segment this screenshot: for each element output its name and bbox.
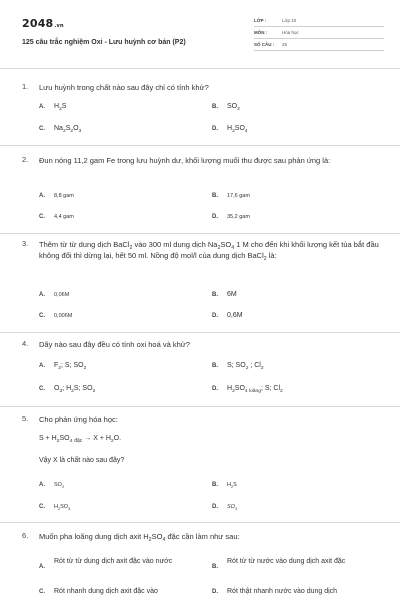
question-4: 4. Dãy nào sau đây đều có tính oxi hoá và khử? A. $F_2$; S; $SO_2$ B. S; $SO_2$ ; $Cl_2$ C. $O_3$; $H_2S$; $SO_2$ D. $H_2SO_{4 loãng}$; S; $Cl_2$ xyxy=(22,339,283,394)
document-header xyxy=(22,14,382,64)
question-3: 3. Thêm từ từ dung dịch BaCl$_2$ vào 300 ml dung dịch $Na_2SO_4$ 1 M cho đến khi khối lượng kết tủa bắt đầu không đổi thì dừng lại, hết 50 ml. Nồng độ mol/l của dung dịch BaCl$_2$ là: A. 0,06M B. 6M C. 0,006M D. 0,6M xyxy=(22,239,379,319)
question-6: 6. Muốn pha loãng dung dịch axit $H_2SO_4$ đặc cần làm như sau: A. Rót từ từ dung dịch axit đặc vào nước B. Rót từ từ nước vào dung dịch axit đặc C. Rót nhanh dung dịch axit đặc vào D. Rót thật nhanh nước vào dung dịch xyxy=(22,531,346,595)
meta-row-count: SỐ CÂU : 25 xyxy=(254,40,384,51)
question-1: 1. Lưu huỳnh trong chất nào sau đây chỉ có tính khử? A. $H_2S$ B. $SO_2$ C. $Na_2S_2O_3$ D. $H_2SO_4$ xyxy=(22,82,248,134)
meta-row-class: LỚP : Lớp 10 xyxy=(254,16,384,27)
reaction-equation: $S + H_2SO_4$ $_{đặc} \to X + H_2O$. xyxy=(39,435,122,444)
question-subtext: Vậy X là chất nào sau đây? xyxy=(39,457,125,464)
site-logo[interactable]: 2048.vn xyxy=(22,17,64,30)
question-2: 2. Đun nóng 11,2 gam Fe trong lưu huỳnh dư, khối lượng muối thu được sau phản ứng là: A. 8,8 gam B. 17,6 gam C. 4,4 gam D. 35,2 gam xyxy=(22,155,331,220)
question-5: 5. Cho phản ứng hóa học: $S + H_2SO_4$ $_{đặc} \to X + H_2O$. Vậy X là chất nào sau đây? A. $SO_2$ B. $H_2S$ C. $H_2SO_3$ D. $SO_3$ xyxy=(22,414,238,511)
document-title: 125 câu trắc nghiệm Oxi - Lưu huỳnh cơ bản (P2) xyxy=(22,39,186,46)
meta-info xyxy=(254,16,384,52)
header-divider xyxy=(0,68,400,69)
meta-row-subject: MÔN : Hóa học xyxy=(254,28,384,39)
